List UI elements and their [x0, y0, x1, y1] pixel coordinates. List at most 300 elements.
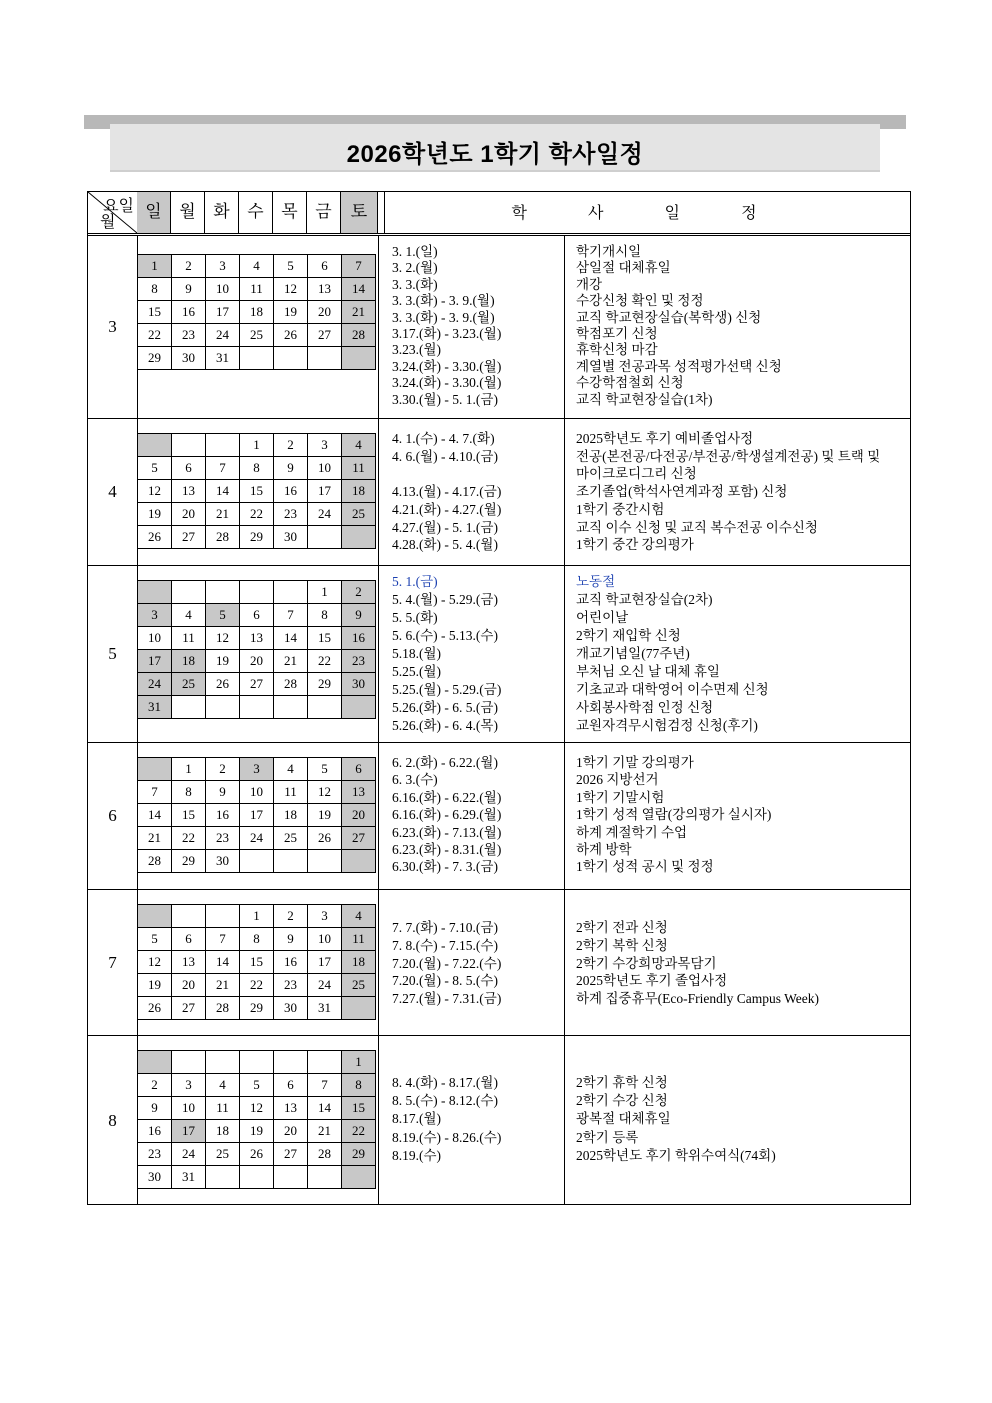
calendar-day: 21: [206, 974, 240, 997]
calendar-day: 5: [274, 255, 308, 278]
event-date: 4.13.(월) - 4.17.(금): [392, 484, 502, 500]
event-descriptions-column: [564, 236, 910, 418]
event-dates-column: [378, 890, 565, 1035]
calendar-day: [274, 581, 308, 604]
calendar-day: 13: [172, 480, 206, 503]
event-date: 5.25.(월) - 5.29.(금): [392, 682, 502, 697]
calendar-day: 24: [138, 673, 172, 696]
calendar-day: 20: [342, 804, 376, 827]
mini-calendar: [137, 236, 379, 418]
calendar-week: [138, 905, 376, 928]
calendar-day: [206, 696, 240, 719]
calendar-day: 18: [172, 650, 206, 673]
calendar-day: 17: [172, 1120, 206, 1143]
month-row: [88, 1036, 910, 1205]
calendar-week: [138, 804, 376, 827]
calendar-day: 13: [308, 278, 342, 301]
event-description: 2학기 수강 신청: [576, 1093, 668, 1109]
event-date: 3. 2.(월): [392, 260, 438, 276]
corner-month-label: 월: [100, 212, 116, 231]
calendar-day: 30: [172, 347, 206, 370]
calendar-week: [138, 1120, 376, 1143]
calendar-day: 23: [172, 324, 206, 347]
month-row: [88, 419, 910, 566]
month-label: 4: [88, 419, 138, 565]
calendar-week: [138, 434, 376, 457]
month-label: 6: [88, 743, 138, 889]
event-description: 사회봉사학점 인정 신청: [576, 700, 714, 715]
calendar-day: 13: [240, 627, 274, 650]
calendar-day: [206, 1051, 240, 1074]
calendar-day: 4: [240, 255, 274, 278]
event-date: 7.27.(월) - 7.31.(금): [392, 991, 502, 1007]
calendar-day: 18: [342, 951, 376, 974]
calendar-day: 19: [206, 650, 240, 673]
weekday-mon: 월: [171, 192, 205, 233]
calendar-week: [138, 781, 376, 804]
event-date: 6.16.(화) - 6.22.(월): [392, 789, 502, 805]
calendar-day: [138, 905, 172, 928]
calendar-day: 19: [138, 974, 172, 997]
academic-calendar-table: [87, 191, 911, 1205]
calendar-week: [138, 457, 376, 480]
calendar-day: 20: [308, 301, 342, 324]
calendar-day: 3: [172, 1074, 206, 1097]
calendar-day: 13: [274, 1097, 308, 1120]
calendar-day: 26: [206, 673, 240, 696]
calendar-day: [274, 696, 308, 719]
mini-calendar: [137, 419, 379, 565]
calendar-day: 21: [308, 1120, 342, 1143]
event-description: 광복절 대체휴일: [576, 1111, 671, 1127]
calendar-day: 5: [206, 604, 240, 627]
calendar-week: [138, 650, 376, 673]
event-description: 2학기 등록: [576, 1129, 639, 1145]
event-date: 3.24.(화) - 3.30.(월): [392, 358, 502, 374]
calendar-week: [138, 827, 376, 850]
calendar-day: 11: [342, 928, 376, 951]
calendar-day: 6: [172, 457, 206, 480]
calendar-day: 28: [308, 1143, 342, 1166]
event-description: 2학기 수강희망과목담기: [576, 955, 717, 971]
calendar-day: 19: [274, 301, 308, 324]
event-date: 8.19.(수): [392, 1147, 442, 1163]
calendar-day: 9: [138, 1097, 172, 1120]
mini-calendar: [137, 566, 379, 742]
calendar-day: 3: [308, 905, 342, 928]
calendar-day: 22: [240, 974, 274, 997]
event-description: 2025학년도 후기 예비졸업사정: [576, 431, 754, 446]
calendar-day: 7: [308, 1074, 342, 1097]
calendar-day: 3: [206, 255, 240, 278]
calendar-day: 20: [274, 1120, 308, 1143]
calendar-day: 2: [342, 581, 376, 604]
calendar-day: 23: [138, 1143, 172, 1166]
event-date: 7.20.(월) - 8. 5.(수): [392, 973, 498, 989]
calendar-day: 24: [240, 827, 274, 850]
calendar-day: [206, 434, 240, 457]
calendar-day: 10: [206, 278, 240, 301]
calendar-day: 7: [138, 781, 172, 804]
calendar-day: [172, 434, 206, 457]
calendar-day: 14: [274, 627, 308, 650]
calendar-day: 30: [138, 1166, 172, 1189]
calendar-day: 16: [274, 951, 308, 974]
calendar-day: 7: [206, 928, 240, 951]
calendar-day: 6: [342, 758, 376, 781]
calendar-day: [342, 850, 376, 873]
event-description: 하계 계절학기 수업: [576, 824, 688, 840]
event-date: 5.26.(화) - 6. 4.(목): [392, 718, 498, 733]
calendar-week: [138, 503, 376, 526]
calendar-day: [274, 347, 308, 370]
calendar-day: [342, 997, 376, 1020]
event-description: 부처님 오신 날 대체 휴일: [576, 664, 720, 679]
calendar-day: 11: [240, 278, 274, 301]
event-description: 개강: [576, 276, 603, 292]
calendar-day: 16: [274, 480, 308, 503]
calendar-day: 12: [206, 627, 240, 650]
calendar-day: 1: [138, 255, 172, 278]
calendar-day: 28: [206, 526, 240, 549]
calendar-day: 9: [172, 278, 206, 301]
calendar-day: 29: [240, 526, 274, 549]
calendar-day: 2: [274, 434, 308, 457]
calendar-week: [138, 928, 376, 951]
event-date: 5. 4.(월) - 5.29.(금): [392, 592, 498, 607]
event-description: 2학기 복학 신청: [576, 937, 668, 953]
calendar-day: 22: [308, 650, 342, 673]
calendar-day: 19: [138, 503, 172, 526]
calendar-day: 27: [274, 1143, 308, 1166]
calendar-day: [206, 1166, 240, 1189]
calendar-day: 14: [342, 278, 376, 301]
event-date: 3.17.(화) - 3.23.(월): [392, 326, 502, 341]
calendar-day: 4: [342, 434, 376, 457]
calendar-day: [274, 1166, 308, 1189]
calendar-day: 21: [274, 650, 308, 673]
calendar-day: 14: [308, 1097, 342, 1120]
calendar-day: [308, 347, 342, 370]
event-description: 학기개시일: [576, 244, 642, 259]
calendar-week: [138, 480, 376, 503]
calendar-day: 14: [138, 804, 172, 827]
calendar-week: [138, 604, 376, 627]
calendar-day: 22: [138, 324, 172, 347]
event-description: 1학기 성적 공시 및 정정: [576, 859, 714, 875]
calendar-day: [172, 905, 206, 928]
event-description: 노동절: [576, 574, 616, 589]
calendar-day: 25: [172, 673, 206, 696]
calendar-day: 24: [206, 324, 240, 347]
calendar-day: 23: [206, 827, 240, 850]
event-date: 5.25.(월): [392, 664, 442, 679]
calendar-day: [172, 696, 206, 719]
calendar-day: [342, 1166, 376, 1189]
event-date: 4.28.(화) - 5. 4.(월): [392, 537, 498, 553]
calendar-day: [206, 905, 240, 928]
event-date: 4.21.(화) - 4.27.(월): [392, 501, 502, 517]
calendar-day: 6: [172, 928, 206, 951]
event-descriptions-column: [564, 890, 910, 1035]
calendar-week: [138, 997, 376, 1020]
calendar-day: 30: [274, 997, 308, 1020]
event-description: 계열별 전공과목 성적평가선택 신청: [576, 358, 782, 374]
calendar-day: 5: [138, 457, 172, 480]
calendar-day: 28: [138, 850, 172, 873]
calendar-day: 31: [172, 1166, 206, 1189]
calendar-week: [138, 951, 376, 974]
table-header: [88, 192, 910, 236]
calendar-day: 25: [240, 324, 274, 347]
event-date: 8. 5.(수) - 8.12.(수): [392, 1093, 498, 1109]
calendar-day: 17: [138, 650, 172, 673]
event-description: 교직 학교현장실습(복학생) 신청: [576, 309, 762, 325]
event-date: 3.24.(화) - 3.30.(월): [392, 375, 502, 391]
corner-day-label: 요일: [103, 196, 134, 215]
calendar-day: 27: [308, 324, 342, 347]
month-row: [88, 743, 910, 890]
calendar-day: [172, 581, 206, 604]
calendar-day: 12: [308, 781, 342, 804]
calendar-week: [138, 974, 376, 997]
calendar-day: 10: [138, 627, 172, 650]
calendar-day: 25: [274, 827, 308, 850]
calendar-day: 26: [138, 526, 172, 549]
calendar-week: [138, 1143, 376, 1166]
month-label: 3: [88, 236, 138, 418]
calendar-day: 8: [138, 278, 172, 301]
calendar-day: 29: [308, 673, 342, 696]
calendar-day: 18: [206, 1120, 240, 1143]
calendar-day: 9: [274, 928, 308, 951]
calendar-day: 31: [308, 997, 342, 1020]
calendar-day: 4: [206, 1074, 240, 1097]
calendar-day: 1: [308, 581, 342, 604]
weekday-sun: 일: [137, 192, 171, 233]
calendar-week: [138, 1166, 376, 1189]
calendar-day: 17: [206, 301, 240, 324]
event-date: 7. 8.(수) - 7.15.(수): [392, 937, 498, 953]
calendar-day: 27: [172, 997, 206, 1020]
calendar-day: 3: [308, 434, 342, 457]
month-label: 7: [88, 890, 138, 1035]
calendar-day: [308, 1051, 342, 1074]
calendar-day: 15: [138, 301, 172, 324]
event-description: 휴학신청 마감: [576, 342, 658, 358]
title-banner: [110, 124, 880, 172]
calendar-day: 9: [274, 457, 308, 480]
calendar-day: 18: [240, 301, 274, 324]
event-date: 7. 7.(화) - 7.10.(금): [392, 920, 498, 935]
calendar-day: 26: [138, 997, 172, 1020]
calendar-day: [172, 1051, 206, 1074]
event-dates-column: [378, 743, 565, 889]
calendar-day: 13: [342, 781, 376, 804]
event-descriptions-column: [564, 419, 910, 565]
calendar-week: [138, 673, 376, 696]
calendar-day: 31: [138, 696, 172, 719]
calendar-day: 23: [342, 650, 376, 673]
month-row: [88, 890, 910, 1036]
event-description: 1학기 중간시험: [576, 501, 665, 517]
calendar-day: 2: [172, 255, 206, 278]
calendar-week: [138, 347, 376, 370]
event-date: 4.27.(월) - 5. 1.(금): [392, 519, 498, 535]
event-date: 5.26.(화) - 6. 5.(금): [392, 700, 498, 715]
month-label: 5: [88, 566, 138, 742]
calendar-day: 26: [240, 1143, 274, 1166]
weekday-wed: 수: [239, 192, 273, 233]
calendar-day: 29: [240, 997, 274, 1020]
calendar-day: 9: [342, 604, 376, 627]
calendar-day: 4: [342, 905, 376, 928]
calendar-day: [342, 696, 376, 719]
calendar-day: [240, 696, 274, 719]
calendar-day: 22: [342, 1120, 376, 1143]
calendar-day: [274, 850, 308, 873]
calendar-day: [342, 347, 376, 370]
event-date: 3. 3.(화): [392, 276, 438, 292]
calendar-day: 23: [274, 974, 308, 997]
calendar-day: [308, 696, 342, 719]
event-description: 1학기 기말시험: [576, 789, 665, 805]
calendar-day: 13: [172, 951, 206, 974]
calendar-week: [138, 278, 376, 301]
calendar-day: 6: [240, 604, 274, 627]
calendar-day: 10: [308, 457, 342, 480]
event-description: 교원자격무시험검정 신청(후기): [576, 718, 758, 733]
event-dates-column: [378, 566, 565, 742]
event-descriptions-column: [564, 566, 910, 742]
calendar-day: [274, 1051, 308, 1074]
event-date: 8. 4.(화) - 8.17.(월): [392, 1075, 498, 1090]
calendar-day: 3: [138, 604, 172, 627]
calendar-day: 16: [172, 301, 206, 324]
calendar-week: [138, 696, 376, 719]
calendar-day: [206, 581, 240, 604]
calendar-day: 29: [172, 850, 206, 873]
calendar-week: [138, 255, 376, 278]
mini-calendar: [137, 890, 379, 1035]
calendar-day: 26: [274, 324, 308, 347]
calendar-day: 14: [206, 951, 240, 974]
calendar-day: 2: [138, 1074, 172, 1097]
event-date: 3.30.(월) - 5. 1.(금): [392, 391, 498, 407]
calendar-day: 4: [172, 604, 206, 627]
event-date: 7.20.(월) - 7.22.(수): [392, 955, 502, 971]
calendar-day: 15: [240, 480, 274, 503]
event-description: 교직 이수 신청 및 교직 복수전공 이수신청: [576, 519, 818, 535]
mini-calendar: [137, 743, 379, 889]
event-date: 4. 1.(수) - 4. 7.(화): [392, 431, 495, 446]
header-corner-cell: [88, 192, 138, 233]
event-descriptions-column: [564, 743, 910, 889]
calendar-week: [138, 526, 376, 549]
event-description: 1학기 중간 강의평가: [576, 537, 694, 553]
event-date: 3.23.(월): [392, 342, 442, 358]
calendar-day: 28: [274, 673, 308, 696]
event-description: 전공(본전공/다전공/부전공/학생설계전공) 및 트랙 및: [576, 448, 881, 464]
event-description: 어린이날: [576, 610, 629, 625]
calendar-day: 15: [240, 951, 274, 974]
calendar-day: 1: [342, 1051, 376, 1074]
event-description: 학점포기 신청: [576, 326, 658, 341]
calendar-day: 17: [308, 480, 342, 503]
calendar-day: 21: [206, 503, 240, 526]
calendar-day: 1: [172, 758, 206, 781]
calendar-day: 15: [342, 1097, 376, 1120]
calendar-day: 7: [274, 604, 308, 627]
calendar-day: 19: [308, 804, 342, 827]
calendar-day: 11: [172, 627, 206, 650]
calendar-day: [138, 758, 172, 781]
calendar-week: [138, 324, 376, 347]
calendar-day: 20: [172, 503, 206, 526]
calendar-day: 5: [138, 928, 172, 951]
calendar-day: 9: [206, 781, 240, 804]
calendar-day: 8: [342, 1074, 376, 1097]
calendar-day: [138, 581, 172, 604]
event-description: 개교기념일(77주년): [576, 646, 690, 661]
calendar-day: 10: [240, 781, 274, 804]
weekday-thu: 목: [273, 192, 307, 233]
calendar-day: [240, 1166, 274, 1189]
page-title: 2026학년도 1학기 학사일정: [346, 141, 644, 168]
calendar-day: 18: [342, 480, 376, 503]
calendar-day: 12: [240, 1097, 274, 1120]
calendar-day: 3: [240, 758, 274, 781]
event-dates-column: [378, 236, 565, 418]
calendar-day: 14: [206, 480, 240, 503]
event-dates-column: [378, 1036, 565, 1205]
event-description: 1학기 성적 열람(강의평가 실시자): [576, 807, 772, 823]
event-date: 3. 3.(화) - 3. 9.(월): [392, 293, 495, 309]
calendar-day: 27: [342, 827, 376, 850]
schedule-header-label: 학 사 일 정: [384, 192, 911, 233]
calendar-day: 10: [308, 928, 342, 951]
event-description: 삼일절 대체휴일: [576, 260, 671, 276]
calendar-day: [308, 850, 342, 873]
calendar-day: 12: [274, 278, 308, 301]
event-descriptions-column: [564, 1036, 910, 1205]
calendar-day: 24: [172, 1143, 206, 1166]
calendar-day: 6: [274, 1074, 308, 1097]
event-dates-column: [378, 419, 565, 565]
calendar-day: 21: [138, 827, 172, 850]
calendar-day: 15: [172, 804, 206, 827]
calendar-day: 29: [138, 347, 172, 370]
month-row: [88, 566, 910, 743]
calendar-day: 22: [240, 503, 274, 526]
calendar-day: 7: [342, 255, 376, 278]
event-description: 교직 학교현장실습(2차): [576, 592, 713, 607]
calendar-day: 5: [308, 758, 342, 781]
calendar-day: [138, 1051, 172, 1074]
calendar-day: 30: [342, 673, 376, 696]
event-date: 6.23.(화) - 7.13.(월): [392, 824, 502, 840]
calendar-day: 20: [240, 650, 274, 673]
event-description: 1학기 기말 강의평가: [576, 755, 694, 770]
event-date: 5. 5.(화): [392, 610, 438, 625]
event-description: 2학기 전과 신청: [576, 920, 668, 935]
calendar-week: [138, 581, 376, 604]
event-description: 마이크로디그리 신청: [576, 466, 697, 482]
calendar-day: 2: [206, 758, 240, 781]
calendar-day: [240, 850, 274, 873]
event-description: 2025학년도 후기 졸업사정: [576, 973, 728, 989]
event-description: 수강신청 확인 및 정정: [576, 293, 704, 309]
